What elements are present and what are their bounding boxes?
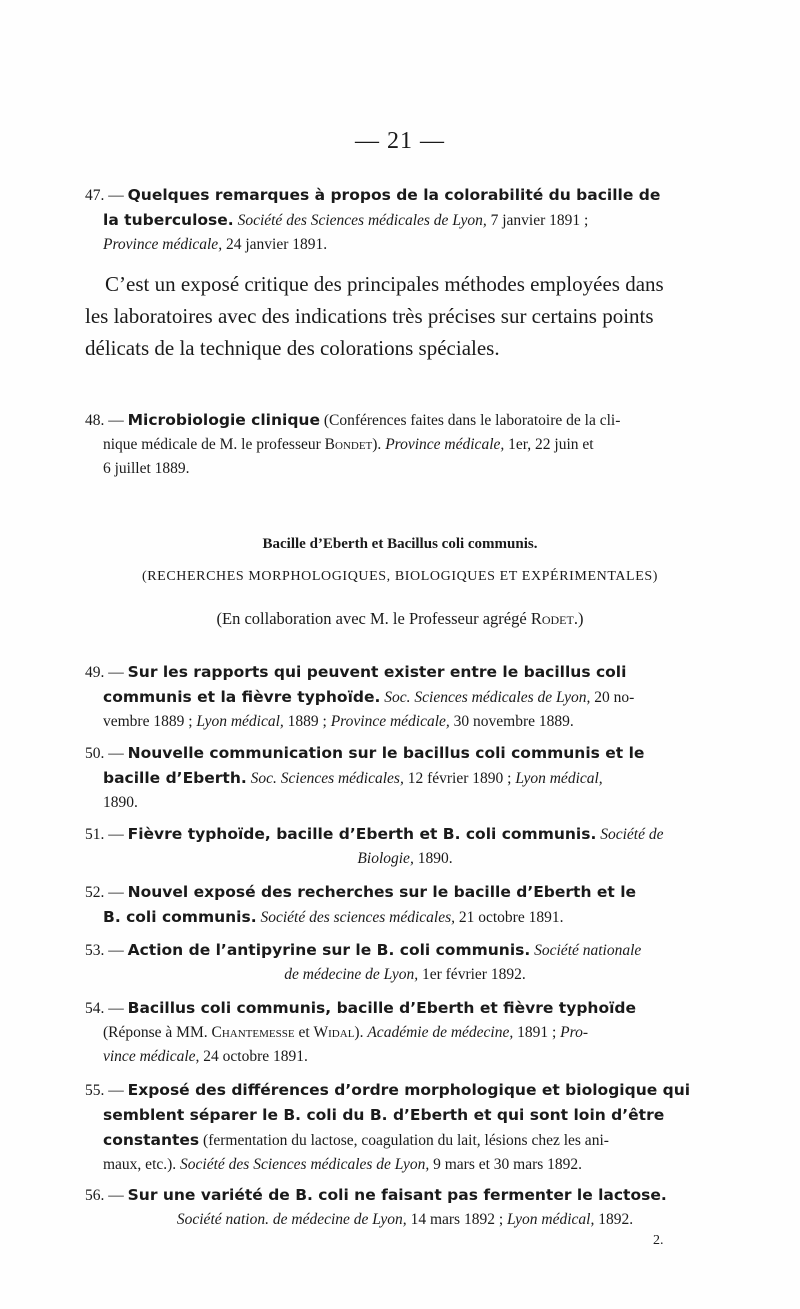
entry-source: Société de <box>600 826 664 843</box>
entry-source: Société nationale <box>534 942 642 959</box>
entry-text: (fermentation du lactose, coagulation du lait, lésions chez les ani- <box>203 1132 609 1149</box>
entry-56 <box>85 1183 725 1232</box>
entry-source: Société des Sciences médicales de Lyon, <box>180 1156 430 1173</box>
entry-number: 55. — <box>85 1082 124 1099</box>
entry-47 <box>85 183 725 257</box>
entry-date: 7 janvier 1891 ; <box>490 212 589 229</box>
entry-51 <box>85 822 725 871</box>
entry-title: Sur les rapports qui peuvent exister entre le bacillus coli <box>127 663 627 681</box>
person-name: Rodet <box>530 609 574 628</box>
entry-source: Province médicale, <box>103 236 223 253</box>
entry-source: Société des Sciences médicales de Lyon, <box>237 212 487 229</box>
entry-date: 30 novembre 1889. <box>453 713 574 730</box>
summary-line: C’est un exposé critique des principales méthodes employées dans <box>105 272 664 296</box>
entry-49 <box>85 660 725 734</box>
section-collaboration <box>0 609 800 629</box>
entry-source: Biologie, <box>357 850 414 867</box>
entry-source: Lyon médical, <box>196 713 284 730</box>
entry-title-cont: la tuberculose. <box>103 211 234 229</box>
entry-date: 9 mars et 30 mars 1892. <box>433 1156 583 1173</box>
entry-text: maux, etc.). <box>103 1156 177 1173</box>
collab-text: (En collaboration avec M. le Professeur agrégé <box>216 609 527 628</box>
entry-date: 1889 ; <box>287 713 327 730</box>
entry-source: de médecine de Lyon, <box>284 966 419 983</box>
entry-number: 48. — <box>85 412 124 429</box>
entry-title: Exposé des différences d’ordre morphologique et biologique qui <box>127 1081 691 1099</box>
entry-title: Nouvel exposé des recherches sur le bacille d’Eberth et le <box>127 883 637 901</box>
person-name: Chantemesse <box>211 1024 295 1041</box>
entry-text: (Conférences faites dans le laboratoire de la cli- <box>323 412 621 429</box>
entry-date: 24 octobre 1891. <box>203 1048 308 1065</box>
entry-number: 54. — <box>85 1000 124 1017</box>
summary-line: les laboratoires avec des indications très précises sur certains points <box>85 304 654 328</box>
signature-mark: 2. <box>653 1233 664 1248</box>
entry-number: 53. — <box>85 942 124 959</box>
entry-53 <box>85 938 725 987</box>
entry-date: 12 février 1890 ; <box>407 770 512 787</box>
entry-date: 1892. <box>598 1211 634 1228</box>
entry-source: Académie de médecine, <box>367 1024 514 1041</box>
collab-text: .) <box>573 609 584 628</box>
entry-date: 14 mars 1892 ; <box>410 1211 504 1228</box>
entry-source: Société des sciences médicales, <box>260 909 455 926</box>
entry-50 <box>85 741 725 815</box>
entry-title: Bacillus coli communis, bacille d’Eberth et fièvre typhoïde <box>127 999 637 1017</box>
entry-number: 50. — <box>85 745 124 762</box>
section-subtitle: (RECHERCHES MORPHOLOGIQUES, BIOLOGIQUES ET EXPÉRIMENTALES) <box>141 569 659 584</box>
entry-title: Nouvelle communication sur le bacillus coli communis et le <box>127 744 645 762</box>
entry-date: 24 janvier 1891. <box>225 236 328 253</box>
entry-source: Lyon médical, <box>507 1211 595 1228</box>
entry-source: Soc. Sciences médicales, <box>250 770 404 787</box>
entry-number: 51. — <box>85 826 124 843</box>
entry-date: 1er février 1892. <box>421 966 526 983</box>
entry-number: 52. — <box>85 884 124 901</box>
entry-54 <box>85 996 725 1069</box>
entry-title: Fièvre typhoïde, bacille d’Eberth et B. coli communis. <box>127 825 597 843</box>
entry-55 <box>85 1078 725 1177</box>
entry-text: ). <box>372 436 382 453</box>
entry-title: Quelques remarques à propos de la colorabilité du bacille de <box>127 186 661 204</box>
entry-source: Lyon médical, <box>515 770 603 787</box>
entry-date: 21 octobre 1891. <box>458 909 564 926</box>
entry-number: 49. — <box>85 664 124 681</box>
entry-date: 1890. <box>103 794 138 811</box>
entry-source: Soc. Sciences médicales de Lyon, <box>384 689 591 706</box>
page-number: — 21 — <box>355 128 445 154</box>
entry-title: Sur une variété de B. coli ne faisant pas fermenter le lactose. <box>127 1186 667 1204</box>
entry-date: 1890. <box>417 850 453 867</box>
entry-48 <box>85 408 725 481</box>
entry-text: nique médicale de M. le professeur <box>103 436 321 453</box>
entry-date: vembre 1889 ; <box>103 713 193 730</box>
entry-52 <box>85 880 725 930</box>
entry-number: 56. — <box>85 1187 124 1204</box>
entry-source: Province médicale, <box>330 713 450 730</box>
entry-title-cont: communis et la fièvre typhoïde. <box>103 688 381 706</box>
section-title: Bacille d’Eberth et Bacillus coli communis. <box>262 536 538 552</box>
entry-title-cont: semblent séparer le B. coli du B. d’Eberth et qui sont loin d’être <box>103 1106 665 1124</box>
entry-source: Province médicale, <box>385 436 505 453</box>
entry-source: vince médicale, <box>103 1048 200 1065</box>
summary-paragraph <box>85 268 727 364</box>
entry-source: Société nation. de médecine de Lyon, <box>176 1211 407 1228</box>
entry-number: 47. — <box>85 187 124 204</box>
entry-date: 1er, 22 juin et <box>508 436 594 453</box>
entry-date: 6 juillet 1889. <box>103 460 190 477</box>
entry-text: (Réponse à MM. <box>103 1024 208 1041</box>
entry-title: Microbiologie clinique <box>127 411 320 429</box>
entry-title: Action de l’antipyrine sur le B. coli communis. <box>127 941 531 959</box>
entry-text: et <box>298 1024 310 1041</box>
entry-date: 20 no- <box>594 689 635 706</box>
entry-text: ). <box>354 1024 364 1041</box>
entry-title-cont: constantes <box>103 1131 200 1149</box>
entry-title-cont: B. coli communis. <box>103 908 257 926</box>
entry-source: Pro- <box>560 1024 589 1041</box>
summary-line: délicats de la technique des colorations spéciales. <box>85 336 500 360</box>
entry-date: 1891 ; <box>517 1024 557 1041</box>
person-name: Bondet <box>324 436 373 453</box>
person-name: Widal <box>313 1024 355 1041</box>
entry-title-cont: bacille d’Eberth. <box>103 769 247 787</box>
